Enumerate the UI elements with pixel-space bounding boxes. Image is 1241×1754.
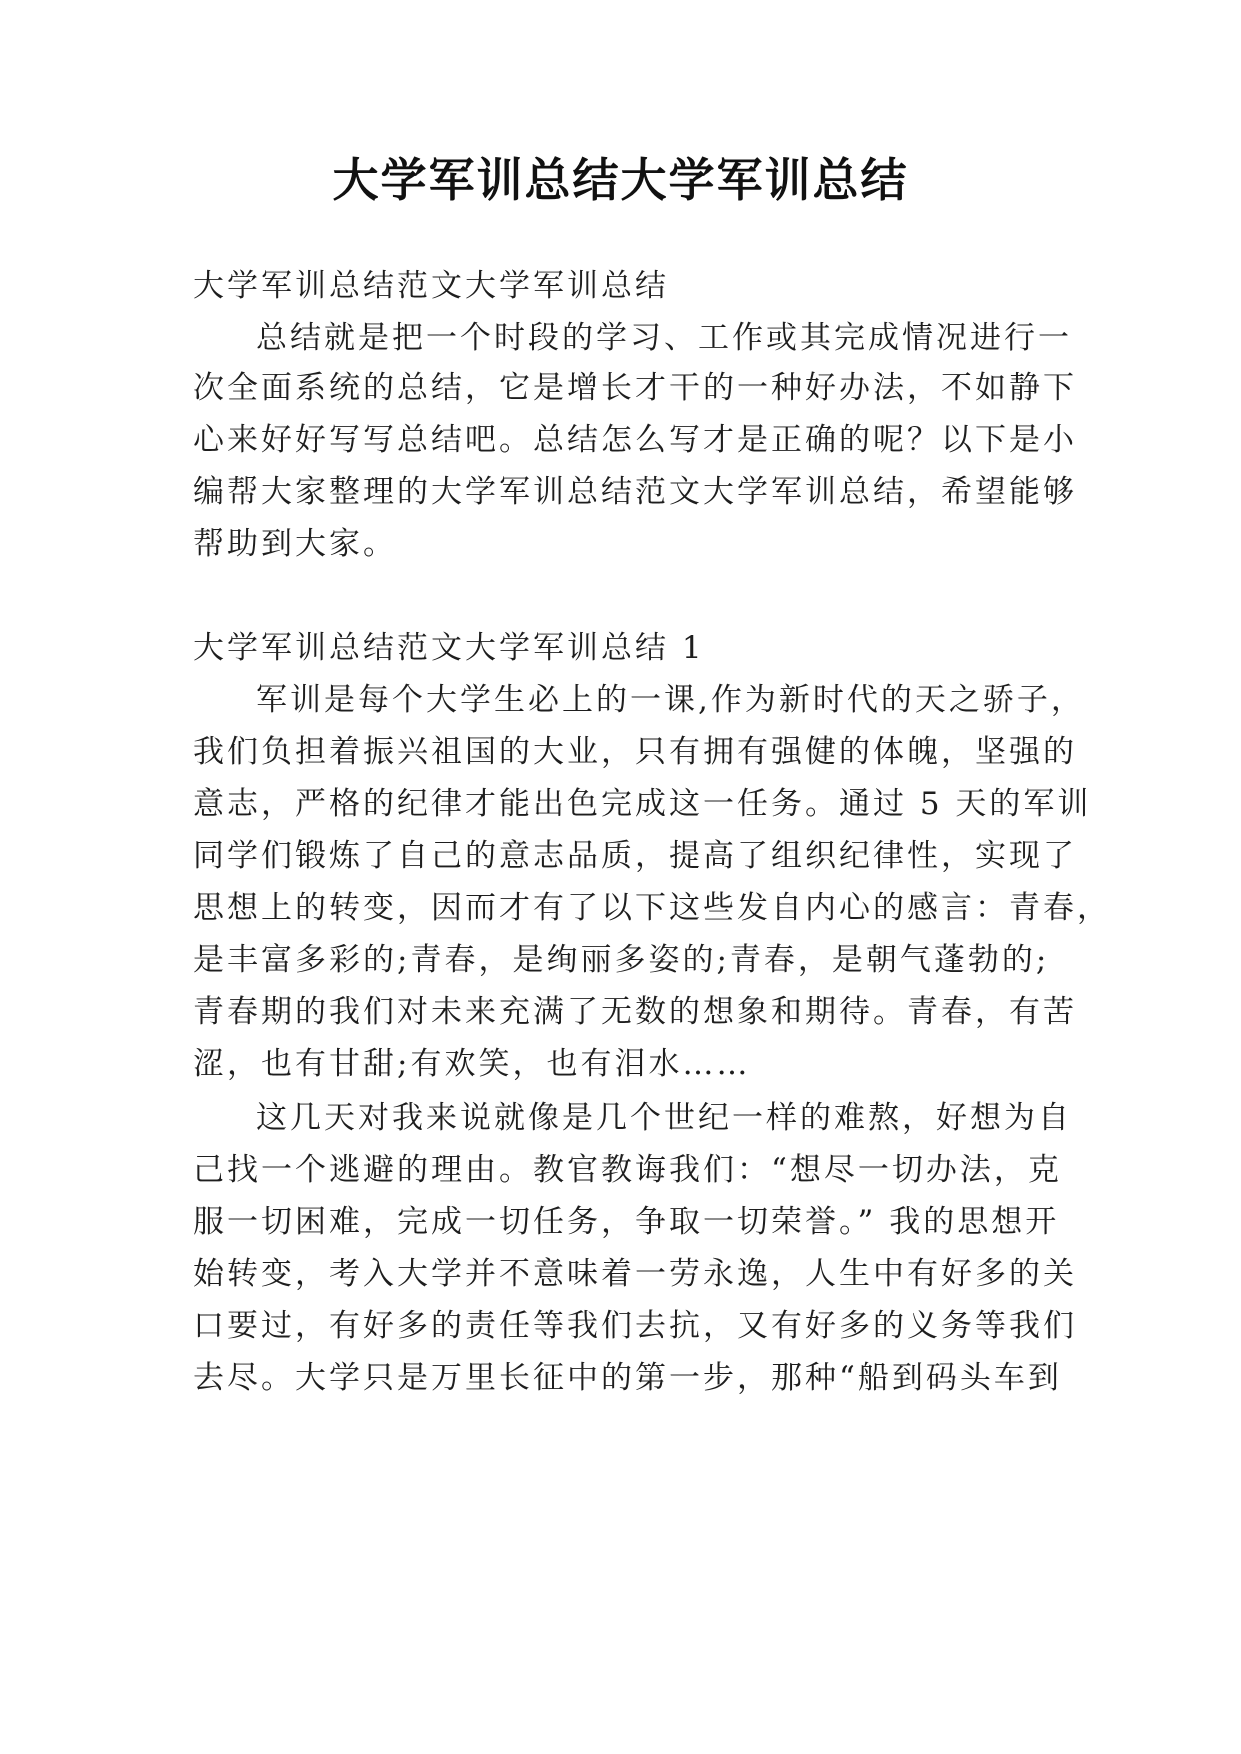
paragraph-line: 始转变，考入大学并不意味着一劳永逸，人生中有好多的关 xyxy=(193,1256,1077,1292)
paragraph-line: 心来好好写写总结吧。总结怎么写才是正确的呢？以下是小 xyxy=(193,422,1077,458)
paragraph-line: 这几天对我来说就像是几个世纪一样的难熬，好想为自 xyxy=(256,1100,1072,1136)
paragraph-line: 去尽。大学只是万里长征中的第一步，那种“船到码头车到 xyxy=(193,1360,1062,1396)
section-heading-intro: 大学军训总结范文大学军训总结 xyxy=(193,268,669,304)
paragraph-line: 同学们锻炼了自己的意志品质，提高了组织纪律性，实现了 xyxy=(193,838,1077,874)
paragraph-line: 口要过，有好多的责任等我们去抗，又有好多的义务等我们 xyxy=(193,1308,1077,1344)
paragraph-line: 帮助到大家。 xyxy=(193,526,397,562)
paragraph-line: 思想上的转变，因而才有了以下这些发自内心的感言：青春， xyxy=(193,890,1111,926)
paragraph-line: 编帮大家整理的大学军训总结范文大学军训总结，希望能够 xyxy=(193,474,1077,510)
paragraph-line: 军训是每个大学生必上的一课,作为新时代的天之骄子， xyxy=(256,682,1085,718)
paragraph-line: 服一切困难，完成一切任务，争取一切荣誉。” 我的思想开 xyxy=(193,1204,1060,1240)
paragraph-line: 总结就是把一个时段的学习、工作或其完成情况进行一 xyxy=(256,320,1072,356)
paragraph-line: 意志，严格的纪律才能出色完成这一任务。通过 5 天的军训 xyxy=(193,786,1092,822)
section-heading-1: 大学军训总结范文大学军训总结 1 xyxy=(193,630,705,666)
paragraph-line: 青春期的我们对未来充满了无数的想象和期待。青春，有苦 xyxy=(193,994,1077,1030)
paragraph-line: 是丰富多彩的;青春，是绚丽多姿的;青春，是朝气蓬勃的; xyxy=(193,942,1050,978)
paragraph-line: 己找一个逃避的理由。教官教诲我们：“想尽一切办法，克 xyxy=(193,1152,1062,1188)
paragraph-line: 次全面系统的总结，它是增长才干的一种好办法，不如静下 xyxy=(193,370,1077,406)
paragraph-line: 涩，也有甘甜;有欢笑，也有泪水…… xyxy=(193,1046,751,1082)
document-title: 大学军训总结大学军训总结 xyxy=(332,153,909,207)
paragraph-line: 我们负担着振兴祖国的大业，只有拥有强健的体魄，坚强的 xyxy=(193,734,1077,770)
